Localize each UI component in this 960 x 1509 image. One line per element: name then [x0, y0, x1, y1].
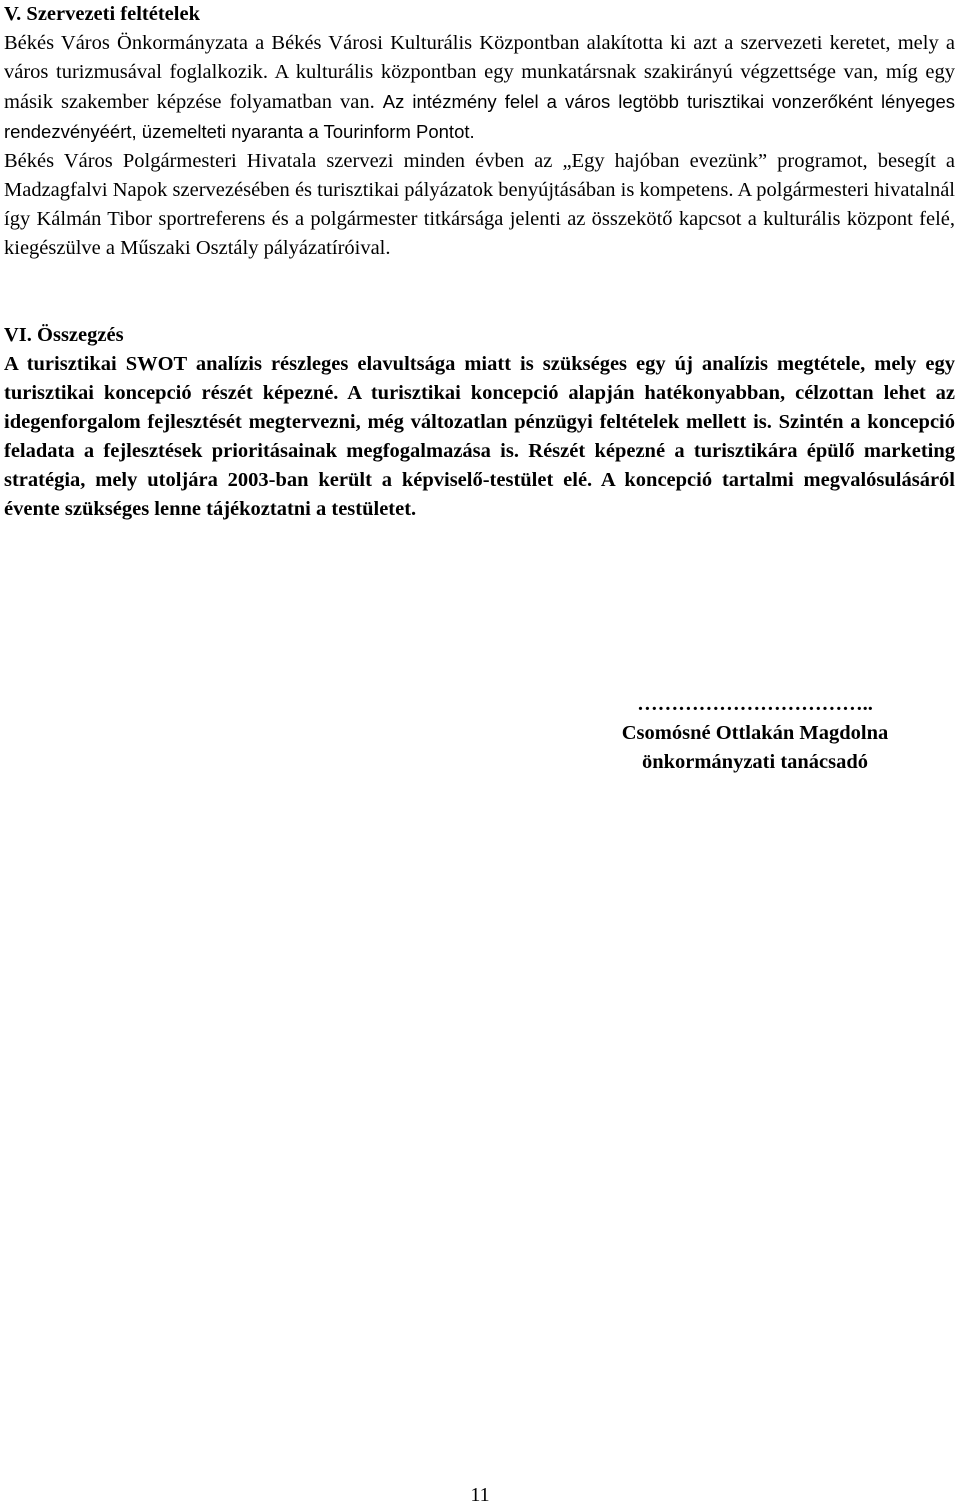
document-page	[4, 0, 955, 524]
signature-name: Csomósné Ottlakán Magdolna	[621, 722, 889, 744]
section-6-paragraph: A turisztikai SWOT analízis részleges elavultsága miatt is szükséges egy új analízis megtétele, mely egy turisztikai koncepció részét képezné. A turisztikai koncepció alapján hatékonyabban, célzottan lehet az idegenforgalom fejlesztését megtervezni, még változatlan pénzügyi feltételek mellett is. Szintén a koncepció feladata a fejlesztések prioritásainak megfogalmazása is. Részét képezné a turisztikára épülő marketing stratégia, mely utoljára 2003-ban került a képviselő-testület elé. A koncepció tartalmi megvalósulásáról évente szükséges lenne tájékoztatni a testületet.	[4, 353, 955, 520]
page-number: 11	[470, 1484, 490, 1506]
section-5-paragraph-1-serif-text: Békés Város Önkormányzata a Békés Városi Kulturális Központban alakította ki azt a szervezeti keretet, mely a város turizmusával foglalkozik. A kulturális központban egy munkatársnak szakirányú végzettsége van, míg egy másik szakember képzése folyamatban van.	[4, 32, 955, 113]
section-5-paragraph-2: Békés Város Polgármesteri Hivatala szervezi minden évben az „Egy hajóban evezünk” programot, besegít a Madzagfalvi Napok szervezésében és turisztikai pályázatok benyújtásában is kompetens. A polgármesteri hivatalnál így Kálmán Tibor sportreferens és a polgármester titkársága jelenti az összekötő kapcsot a kulturális központ felé, kiegészülve a Műszaki Osztály pályázatíróival.	[4, 150, 955, 259]
signature-line: ……………………………..	[637, 693, 873, 715]
signature-block	[570, 690, 940, 777]
section-5-heading: V. Szervezeti feltételek	[4, 3, 200, 25]
section-5-paragraph-1-sans-text: Az intézmény felel a város legtöbb turisztikai vonzerőként lényeges rendezvényéért, üzemelteti nyaranta a Tourinform Pontot.	[4, 91, 955, 142]
section-6-heading: VI. Összegzés	[4, 324, 124, 346]
signature-role: önkormányzati tanácsadó	[641, 751, 869, 773]
section-spacer	[4, 263, 955, 321]
section-5-paragraph-1	[4, 29, 955, 147]
